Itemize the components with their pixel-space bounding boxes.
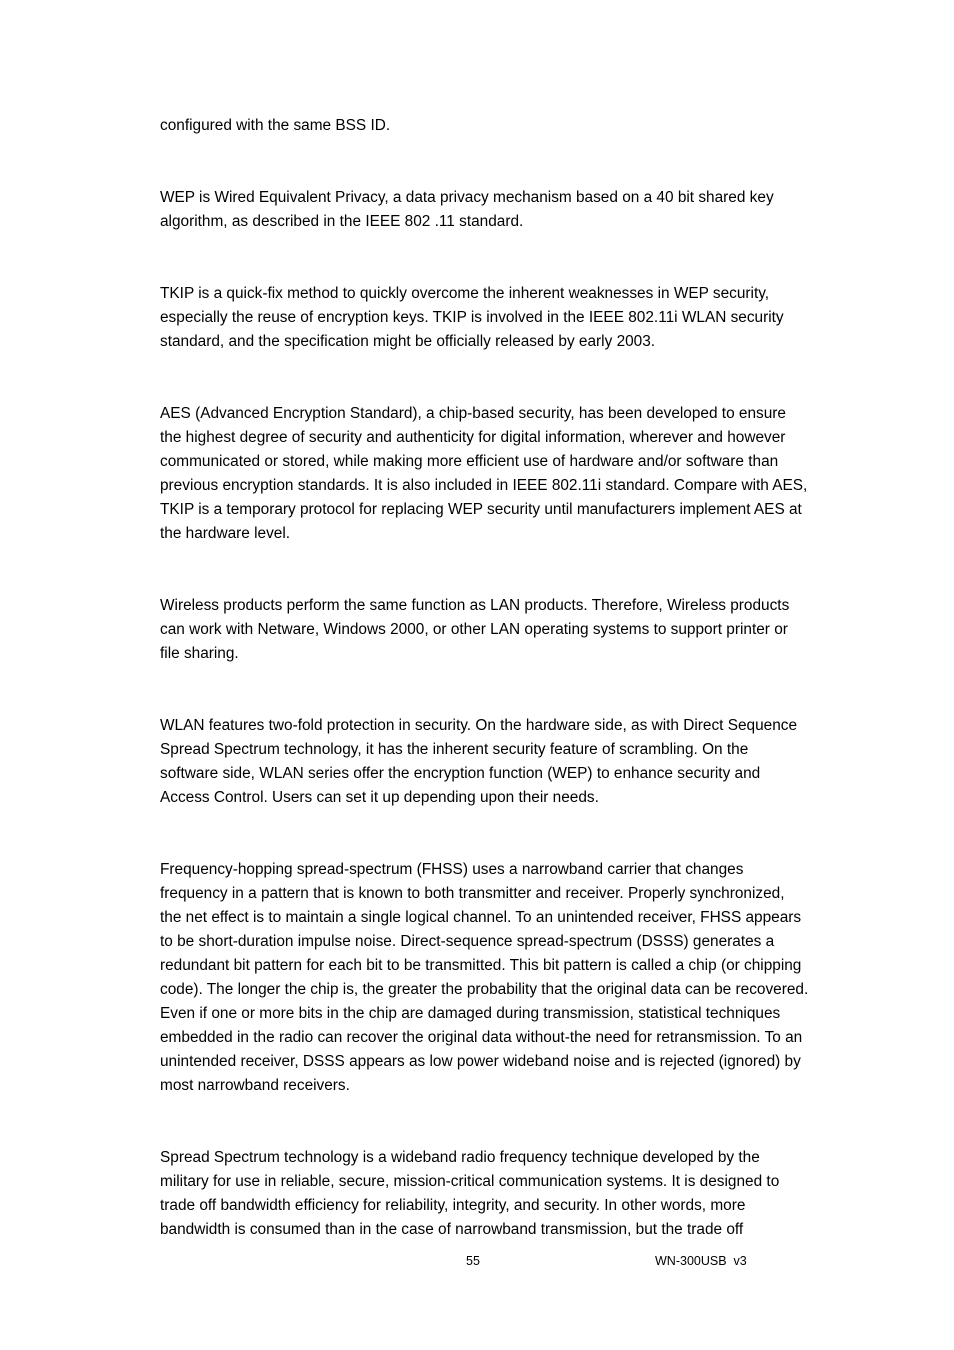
text-line: file sharing. bbox=[160, 645, 239, 662]
text-line: code). The longer the chip is, the greater the probability that the original data can be recovered. bbox=[160, 981, 809, 998]
text-line: Spread Spectrum technology, it has the inherent security feature of scrambling. On the bbox=[160, 741, 749, 758]
text-line: standard, and the specification might be officially released by early 2003. bbox=[160, 333, 656, 350]
paragraph-spacer bbox=[160, 234, 840, 282]
paragraph bbox=[160, 402, 840, 546]
paragraph-spacer bbox=[160, 354, 840, 402]
text-line: Access Control. Users can set it up depending upon their needs. bbox=[160, 789, 599, 806]
text-line: to be short-duration impulse noise. Direct-sequence spread-spectrum (DSSS) generates a bbox=[160, 933, 775, 950]
text-line: communicated or stored, while making more efficient use of hardware and/or software than bbox=[160, 453, 779, 470]
paragraph-spacer bbox=[160, 138, 840, 186]
text-line: WLAN features two-fold protection in security. On the hardware side, as with Direct Sequence bbox=[160, 717, 798, 734]
text-line: trade off bandwidth efficiency for reliability, integrity, and security. In other words, more bbox=[160, 1197, 746, 1214]
text-line: WEP is Wired Equivalent Privacy, a data privacy mechanism based on a 40 bit shared key bbox=[160, 189, 774, 206]
text-line: Wireless products perform the same function as LAN products. Therefore, Wireless products bbox=[160, 597, 790, 614]
paragraph bbox=[160, 714, 840, 810]
paragraph-spacer bbox=[160, 546, 840, 594]
paragraph bbox=[160, 594, 840, 666]
text-line: algorithm, as described in the IEEE 802 .11 standard. bbox=[160, 213, 524, 230]
text-line: can work with Netware, Windows 2000, or other LAN operating systems to support printer or bbox=[160, 621, 788, 638]
page-body bbox=[160, 114, 840, 1242]
text-line: the hardware level. bbox=[160, 525, 291, 542]
text-line: embedded in the radio can recover the original data without-the need for retransmission. To an bbox=[160, 1029, 803, 1046]
text-line: military for use in reliable, secure, mission-critical communication systems. It is designed to bbox=[160, 1173, 780, 1190]
text-line: AES (Advanced Encryption Standard), a chip-based security, has been developed to ensure bbox=[160, 405, 786, 422]
text-line: software side, WLAN series offer the encryption function (WEP) to enhance security and bbox=[160, 765, 761, 782]
text-line: especially the reuse of encryption keys. TKIP is involved in the IEEE 802.11i WLAN security bbox=[160, 309, 784, 326]
paragraph-spacer bbox=[160, 810, 840, 858]
text-line: frequency in a pattern that is known to both transmitter and receiver. Properly synchronized, bbox=[160, 885, 785, 902]
text-line: TKIP is a temporary protocol for replacing WEP security until manufacturers implement AES at bbox=[160, 501, 802, 518]
text-line: redundant bit pattern for each bit to be transmitted. This bit pattern is called a chip (or chipping bbox=[160, 957, 802, 974]
text-line: previous encryption standards. It is also included in IEEE 802.11i standard. Compare with AES, bbox=[160, 477, 808, 494]
paragraph bbox=[160, 1146, 840, 1242]
paragraph-spacer bbox=[160, 666, 840, 714]
text-line: the net effect is to maintain a single logical channel. To an unintended receiver, FHSS appears bbox=[160, 909, 802, 926]
paragraph bbox=[160, 858, 840, 1098]
paragraph bbox=[160, 114, 840, 138]
text-line: TKIP is a quick-fix method to quickly overcome the inherent weaknesses in WEP security, bbox=[160, 285, 770, 302]
footer-model-label: WN-300USB v3 bbox=[655, 1254, 747, 1268]
text-line: Spread Spectrum technology is a wideband radio frequency technique developed by the bbox=[160, 1149, 760, 1166]
text-line: most narrowband receivers. bbox=[160, 1077, 350, 1094]
text-line: unintended receiver, DSSS appears as low power wideband noise and is rejected (ignored) by bbox=[160, 1053, 801, 1070]
paragraph bbox=[160, 282, 840, 354]
text-line: configured with the same BSS ID. bbox=[160, 117, 391, 134]
page-number: 55 bbox=[466, 1254, 480, 1268]
text-line: the highest degree of security and authenticity for digital information, wherever and however bbox=[160, 429, 786, 446]
text-line: Even if one or more bits in the chip are damaged during transmission, statistical techniques bbox=[160, 1005, 781, 1022]
text-line: bandwidth is consumed than in the case of narrowband transmission, but the trade off bbox=[160, 1221, 744, 1238]
paragraph-spacer bbox=[160, 1098, 840, 1146]
paragraph bbox=[160, 186, 840, 234]
text-line: Frequency-hopping spread-spectrum (FHSS) uses a narrowband carrier that changes bbox=[160, 861, 744, 878]
